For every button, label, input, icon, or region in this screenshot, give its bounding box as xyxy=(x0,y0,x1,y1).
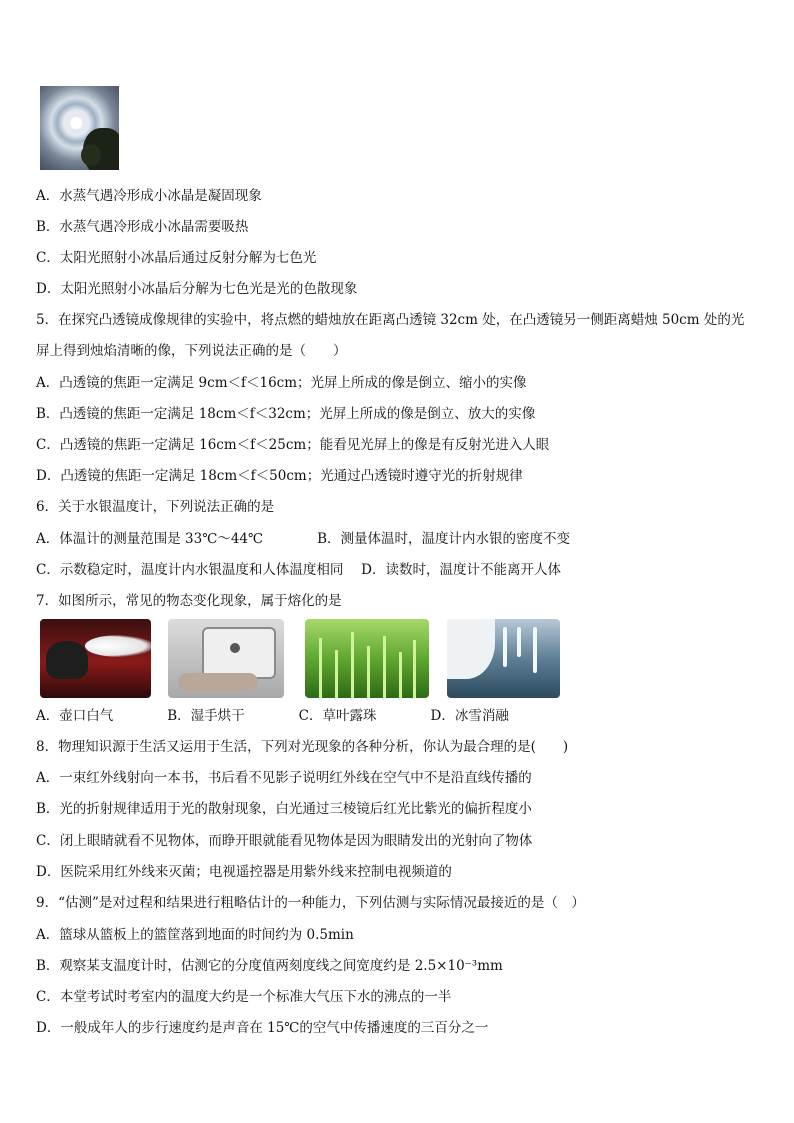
option-5b: B．凸透镜的焦距一定满足 18cm＜f＜32cm；光屏上所成的像是倒立、放大的实像 xyxy=(36,406,536,422)
dew-grass-photo xyxy=(305,619,429,698)
hand-dryer-photo xyxy=(168,619,284,698)
question-5-line2: 屏上得到烛焰清晰的像，下列说法正确的是（ ） xyxy=(36,343,347,359)
halo-photo xyxy=(40,86,119,170)
question-9: 9．“估测”是对过程和结果进行粗略估计的一种能力，下列估测与实际情况最接近的是（ ） xyxy=(36,895,585,911)
option-5d: D．凸透镜的焦距一定满足 18cm＜f＜50cm；光通过凸透镜时遵守光的折射规律 xyxy=(36,468,523,484)
option-4d: D．太阳光照射小冰晶后分解为七色光是光的色散现象 xyxy=(36,281,358,297)
option-9c: C．本堂考试时考室内的温度大约是一个标准大气压下水的沸点的一半 xyxy=(36,989,452,1005)
question-6: 6．关于水银温度计，下列说法正确的是 xyxy=(36,499,275,515)
question-5-line1: 5．在探究凸透镜成像规律的实验中，将点燃的蜡烛放在距离凸透镜 32cm 处，在凸透镜另一侧距离蜡烛 50cm 处的光 xyxy=(36,312,745,328)
option-6cd: C．示数稳定时，温度计内水银温度和人体温度相同 D．读数时，温度计不能离开人体 xyxy=(36,562,561,578)
question-7: 7．如图所示，常见的物态变化现象，属于熔化的是 xyxy=(36,593,342,609)
option-7-labels: A．壶口白气 B．湿手烘干 C．草叶露珠 D．冰雪消融 xyxy=(36,708,509,724)
option-9a: A．篮球从篮板上的篮筐落到地面的时间约为 0.5min xyxy=(36,927,354,943)
option-8c: C．闭上眼睛就看不见物体，而睁开眼就能看见物体是因为眼睛发出的光射向了物体 xyxy=(36,833,533,849)
option-9d: D．一般成年人的步行速度约是声音在 15℃的空气中传播速度的三百分之一 xyxy=(36,1020,489,1036)
option-6ab: A．体温计的测量范围是 33℃～44℃ B．测量体温时，温度计内水银的密度不变 xyxy=(36,531,571,547)
option-4a: A．水蒸气遇冷形成小冰晶是凝固现象 xyxy=(36,188,262,204)
option-8a: A．一束红外线射向一本书，书后看不见影子说明红外线在空气中不是沿直线传播的 xyxy=(36,770,532,786)
option-5a: A．凸透镜的焦距一定满足 9cm＜f＜16cm；光屏上所成的像是倒立、缩小的实像 xyxy=(36,375,527,391)
option-4b: B．水蒸气遇冷形成小冰晶需要吸热 xyxy=(36,219,249,235)
option-8d: D．医院采用红外线来灭菌；电视遥控器是用紫外线来控制电视频道的 xyxy=(36,864,452,880)
option-4c: C．太阳光照射小冰晶后通过反射分解为七色光 xyxy=(36,250,317,266)
option-9b: B．观察某支温度计时，估测它的分度值两刻度线之间宽度约是 2.5×10⁻³mm xyxy=(36,958,503,974)
melting-ice-photo xyxy=(447,619,560,698)
option-5c: C．凸透镜的焦距一定满足 16cm＜f＜25cm；能看见光屏上的像是有反射光进入人眼 xyxy=(36,437,550,453)
kettle-steam-photo xyxy=(40,619,151,698)
question-8: 8．物理知识源于生活又运用于生活，下列对光现象的各种分析，你认为最合理的是( ) xyxy=(36,739,569,755)
option-8b: B．光的折射规律适用于光的散射现象，白光通过三棱镜后红光比紫光的偏折程度小 xyxy=(36,801,532,817)
